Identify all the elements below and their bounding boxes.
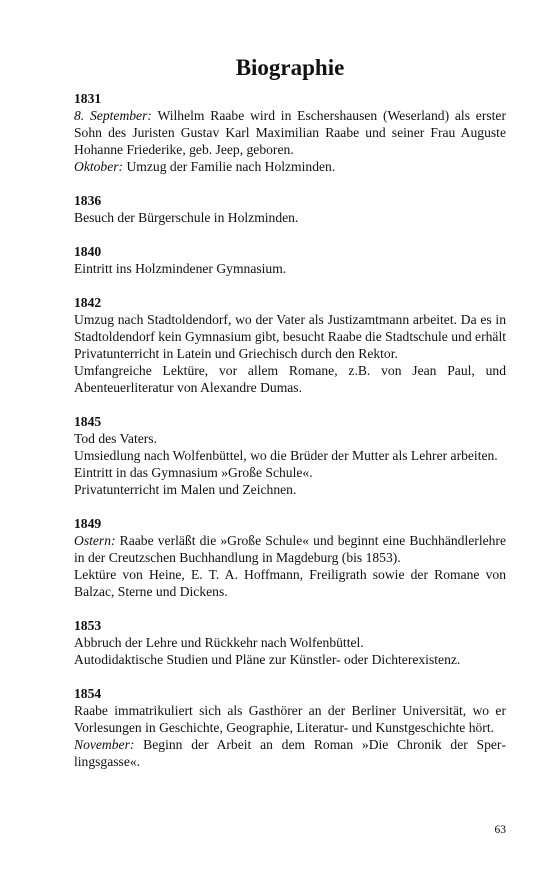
entry-paragraph [74,464,506,481]
biography-entry [74,515,506,600]
entry-year: 1831 [74,91,102,106]
date-label: Oktober: [74,159,124,174]
biography-entry [74,617,506,668]
entry-paragraph [74,634,506,651]
paragraph-text: Lektüre von Heine, E. T. A. Hoffmann, Freiligrath sowie der Romane von Balzac, Sterne und Dickens. [74,567,506,599]
date-label: November: [74,737,135,752]
entry-paragraph [74,260,506,277]
entry-paragraph [74,447,506,464]
entry-paragraph [74,362,506,396]
entry-year: 1842 [74,295,102,310]
paragraph-text: Umzug der Familie nach Holzminden. [123,159,336,174]
entry-paragraph [74,481,506,498]
biography-entry [74,413,506,498]
entry-paragraph [74,209,506,226]
entry-paragraph [74,107,506,158]
entry-paragraph [74,532,506,566]
entry-paragraph [74,311,506,362]
entry-year: 1853 [74,618,102,633]
paragraph-text: Besuch der Bürgerschule in Holzminden. [74,210,299,225]
entry-year: 1845 [74,414,102,429]
biography-entry [74,192,506,226]
paragraph-text: Raabe verläßt die »Große Schule« und beginnt eine Buchhändlerlehre in der Creutzschen Buchhandlung in Magdeburg (bis 1853). [74,533,506,565]
biography-entry [74,90,506,175]
entry-year: 1854 [74,686,102,701]
paragraph-text: Tod des Vaters. [74,431,157,446]
paragraph-text: Wilhelm Raabe wird in Eschershausen (Weserland) als erster Sohn des Juristen Gustav Karl Maximilian Raabe und seiner Frau Auguste Hohanne Friederike, geb. Jeep, geboren. [74,108,506,157]
entry-paragraph [74,158,506,175]
paragraph-text: Beginn der Arbeit an dem Roman »Die Chronik der Sperlingsgasse«. [74,737,506,769]
entry-year: 1849 [74,516,102,531]
paragraph-text: Eintritt ins Holzmindener Gymnasium. [74,261,287,276]
paragraph-text: Autodidaktische Studien und Pläne zur Künstler- oder Dichterexistenz. [74,652,461,667]
entry-paragraph [74,736,506,770]
paragraph-text: Umfangreiche Lektüre, vor allem Romane, z.B. von Jean Paul, und Abenteuerliteratur von Alexandre Dumas. [74,363,506,395]
biography-entry [74,685,506,770]
biography-entry [74,243,506,277]
date-label: 8. September: [74,108,152,123]
entry-year: 1840 [74,244,102,259]
date-label: Ostern: [74,533,116,548]
page-content [74,54,506,787]
paragraph-text: Raabe immatrikuliert sich als Gasthörer an der Berliner Universität, wo er Vorlesungen in Geschichte, Geographie, Literatur- und Kunstgeschichte hört. [74,703,506,735]
paragraph-text: Umsiedlung nach Wolfenbüttel, wo die Brüder der Mutter als Lehrer arbeiten. [74,448,498,463]
paragraph-text: Umzug nach Stadtoldendorf, wo der Vater als Justizamtmann arbeitet. Da es in Stadtoldendorf kein Gymnasium gibt, besucht Raabe die Stadtschule und erhält Privatunterricht in Latein und Griechisch durch den Rektor. [74,312,506,361]
entry-paragraph [74,566,506,600]
paragraph-text: Privatunterricht im Malen und Zeichnen. [74,482,297,497]
entry-paragraph [74,430,506,447]
biography-entry [74,294,506,396]
entry-paragraph [74,702,506,736]
paragraph-text: Eintritt in das Gymnasium »Große Schule«. [74,465,313,480]
page-title: Biographie [235,55,345,80]
paragraph-text: Abbruch der Lehre und Rückkehr nach Wolfenbüttel. [74,635,364,650]
entry-paragraph [74,651,506,668]
page-number: 63 [494,824,506,836]
biography-entries [74,90,506,770]
entry-year: 1836 [74,193,102,208]
